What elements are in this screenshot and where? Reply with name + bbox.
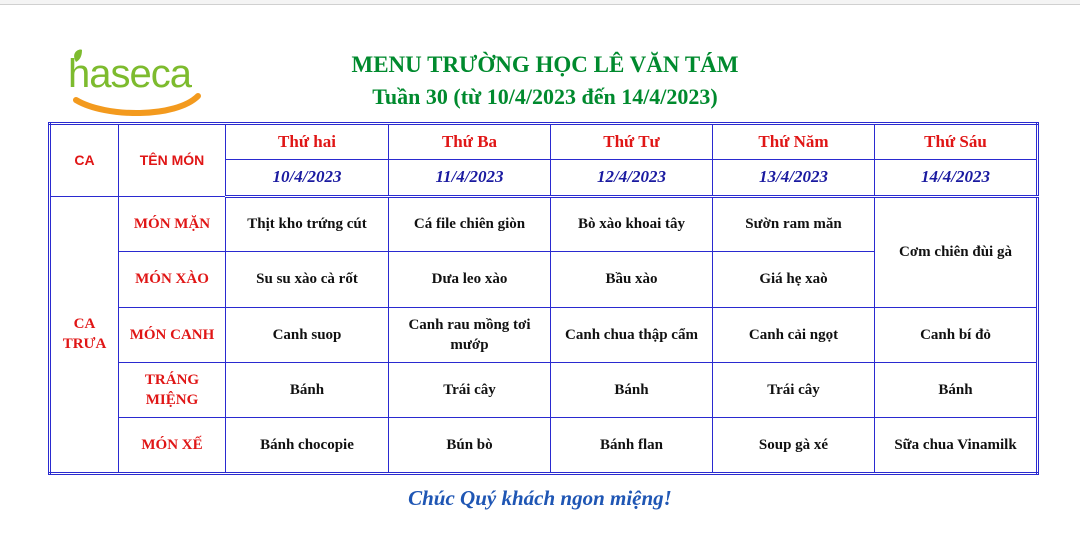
dish-cell: Bầu xào xyxy=(551,252,713,307)
dish-cell: Trái cây xyxy=(389,363,551,418)
dish-cell: Giá hẹ xaò xyxy=(713,252,875,307)
category-label: TRÁNG MIỆNG xyxy=(119,363,226,418)
dish-cell: Cá file chiên giòn xyxy=(389,196,551,251)
shift-label: CA TRƯA xyxy=(50,196,119,473)
table-row xyxy=(50,196,1038,251)
dish-cell: Bánh flan xyxy=(551,418,713,474)
dish-cell: Su su xào cà rốt xyxy=(226,252,389,307)
top-toolbar-edge xyxy=(0,0,1080,5)
dish-cell: Soup gà xé xyxy=(713,418,875,474)
footer-greeting: Chúc Quý khách ngon miệng! xyxy=(408,486,672,510)
day-name: Thứ Năm xyxy=(713,124,875,160)
dish-cell: Bún bò xyxy=(389,418,551,474)
table-row xyxy=(50,418,1038,474)
day-date: 12/4/2023 xyxy=(551,160,713,196)
dish-cell: Bò xào khoai tây xyxy=(551,196,713,251)
category-label: MÓN XÀO xyxy=(119,252,226,307)
dish-cell: Canh suop xyxy=(226,307,389,362)
dish-cell: Thịt kho trứng cút xyxy=(226,196,389,251)
dish-cell: Canh rau mồng tơi mướp xyxy=(389,307,551,362)
table-row xyxy=(50,363,1038,418)
day-date: 10/4/2023 xyxy=(226,160,389,196)
dish-cell: Canh bí đỏ xyxy=(875,307,1038,362)
day-name: Thứ hai xyxy=(226,124,389,160)
dish-cell: Canh cải ngọt xyxy=(713,307,875,362)
category-label: MÓN MẶN xyxy=(119,196,226,251)
dish-cell: Bánh xyxy=(551,363,713,418)
dish-cell: Bánh xyxy=(226,363,389,418)
page-title: MENU TRƯỜNG HỌC LÊ VĂN TÁM xyxy=(351,52,739,77)
dish-cell: Bánh chocopie xyxy=(226,418,389,474)
page-subtitle: Tuần 30 (từ 10/4/2023 đến 14/4/2023) xyxy=(372,84,718,109)
dish-cell: Sữa chua Vinamilk xyxy=(875,418,1038,474)
dish-cell: Sườn ram măn xyxy=(713,196,875,251)
dish-cell: Canh chua thập cẩm xyxy=(551,307,713,362)
header-ca: CA xyxy=(50,124,119,197)
day-name: Thứ Tư xyxy=(551,124,713,160)
dish-cell: Dưa leo xào xyxy=(389,252,551,307)
category-label: MÓN XẾ xyxy=(119,418,226,474)
table-row xyxy=(50,307,1038,362)
dish-cell: Trái cây xyxy=(713,363,875,418)
header-ten-mon: TÊN MÓN xyxy=(119,124,226,197)
day-name: Thứ Ba xyxy=(389,124,551,160)
logo-text: haseca xyxy=(68,52,191,96)
day-date: 11/4/2023 xyxy=(389,160,551,196)
menu-table xyxy=(48,122,1039,475)
haseca-logo xyxy=(66,48,206,116)
day-date: 14/4/2023 xyxy=(875,160,1038,196)
dish-cell: Bánh xyxy=(875,363,1038,418)
table-header-row xyxy=(50,124,1038,160)
day-date: 13/4/2023 xyxy=(713,160,875,196)
day-name: Thứ Sáu xyxy=(875,124,1038,160)
dish-cell-merged: Cơm chiên đùi gà xyxy=(875,196,1038,307)
category-label: MÓN CANH xyxy=(119,307,226,362)
